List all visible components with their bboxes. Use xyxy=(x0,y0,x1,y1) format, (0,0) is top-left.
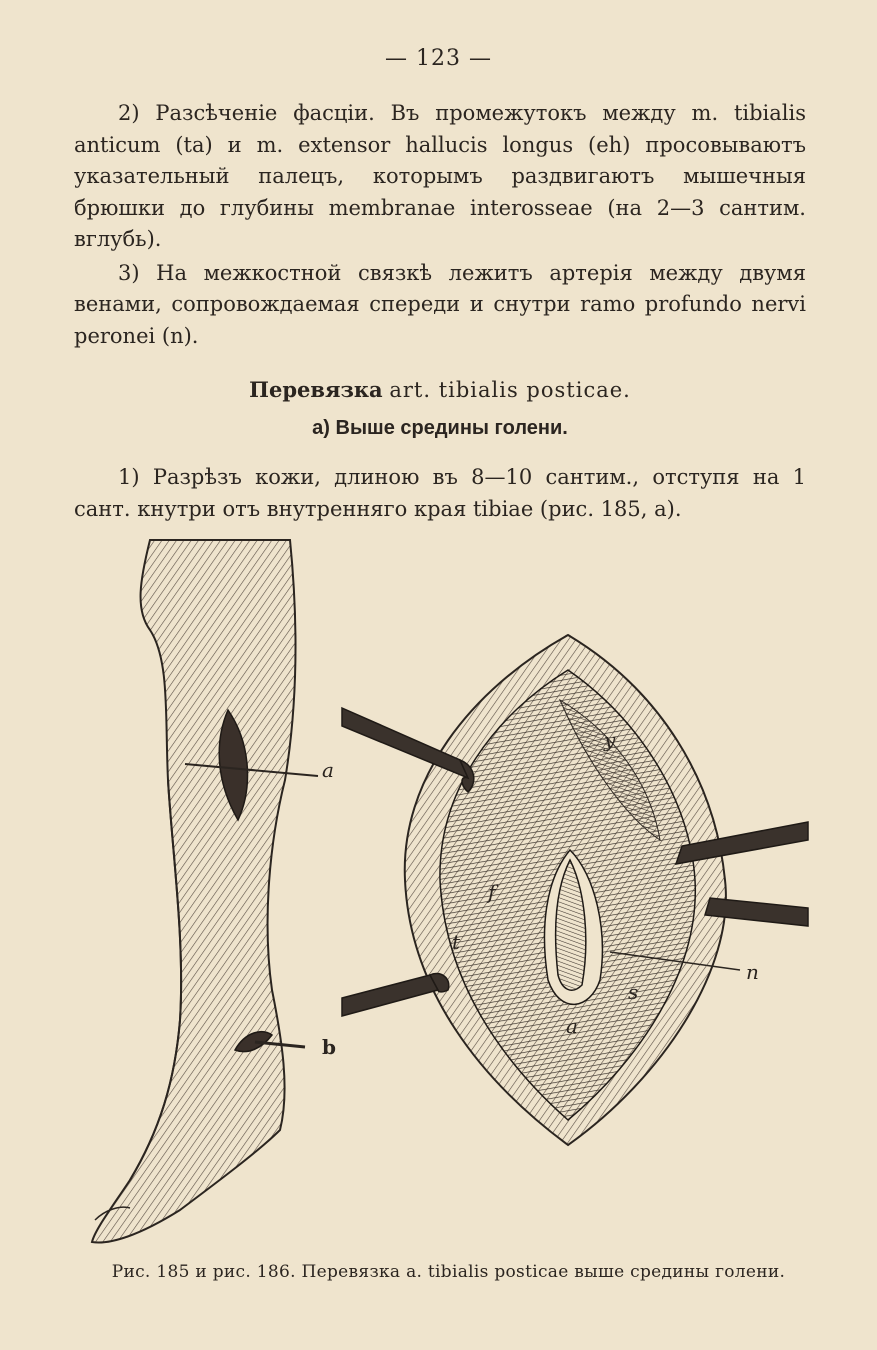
paragraph-artery: 3) На межкостной связкѣ лежитъ артерія между двумя венами, сопровождаемая спереди и снутри ramo profundo nervi peronei (n). xyxy=(74,260,806,348)
label-n: n xyxy=(746,960,759,984)
wound-figure xyxy=(405,635,726,1145)
heading-latin-part: art. tibialis posticae. xyxy=(389,378,631,402)
anatomical-illustration xyxy=(0,520,877,1260)
text-block xyxy=(74,98,806,525)
figures xyxy=(0,520,877,1260)
figure-caption: Рис. 185 и рис. 186. Перевязка a. tibialis posticae выше средины голени. xyxy=(111,1262,786,1282)
paragraph-fascia: 2) Разсѣченіе фасціи. Въ промежутокъ между m. tibialis anticum (ta) и m. extensor hallucis longus (eh) просовываютъ указательный палецъ, которымъ раздвигаютъ мышечныя брюшки до глубины membranae interosseae (на 2—3 сантим. вглубь). xyxy=(74,101,806,251)
label-f: f xyxy=(488,880,496,904)
leg-figure xyxy=(92,540,318,1243)
label-s: s xyxy=(628,980,639,1004)
heading-bold-part: Перевязка xyxy=(249,377,383,402)
section-heading xyxy=(74,374,806,407)
label-b-leg: b xyxy=(322,1035,336,1059)
label-a-wound: a xyxy=(566,1014,578,1038)
paragraph-incision: 1) Разрѣзъ кожи, длиною въ 8—10 сантим., отступя на 1 сант. кнутри отъ внутренняго края tibiae (рис. 185, а). xyxy=(74,465,806,521)
leg-silhouette xyxy=(92,540,295,1243)
label-t: t xyxy=(452,930,461,954)
subheading: а) Выше средины голени. xyxy=(312,416,568,439)
label-a-leg: a xyxy=(322,758,334,782)
page-number: — 123 — xyxy=(385,46,492,71)
label-y: y xyxy=(604,728,616,752)
